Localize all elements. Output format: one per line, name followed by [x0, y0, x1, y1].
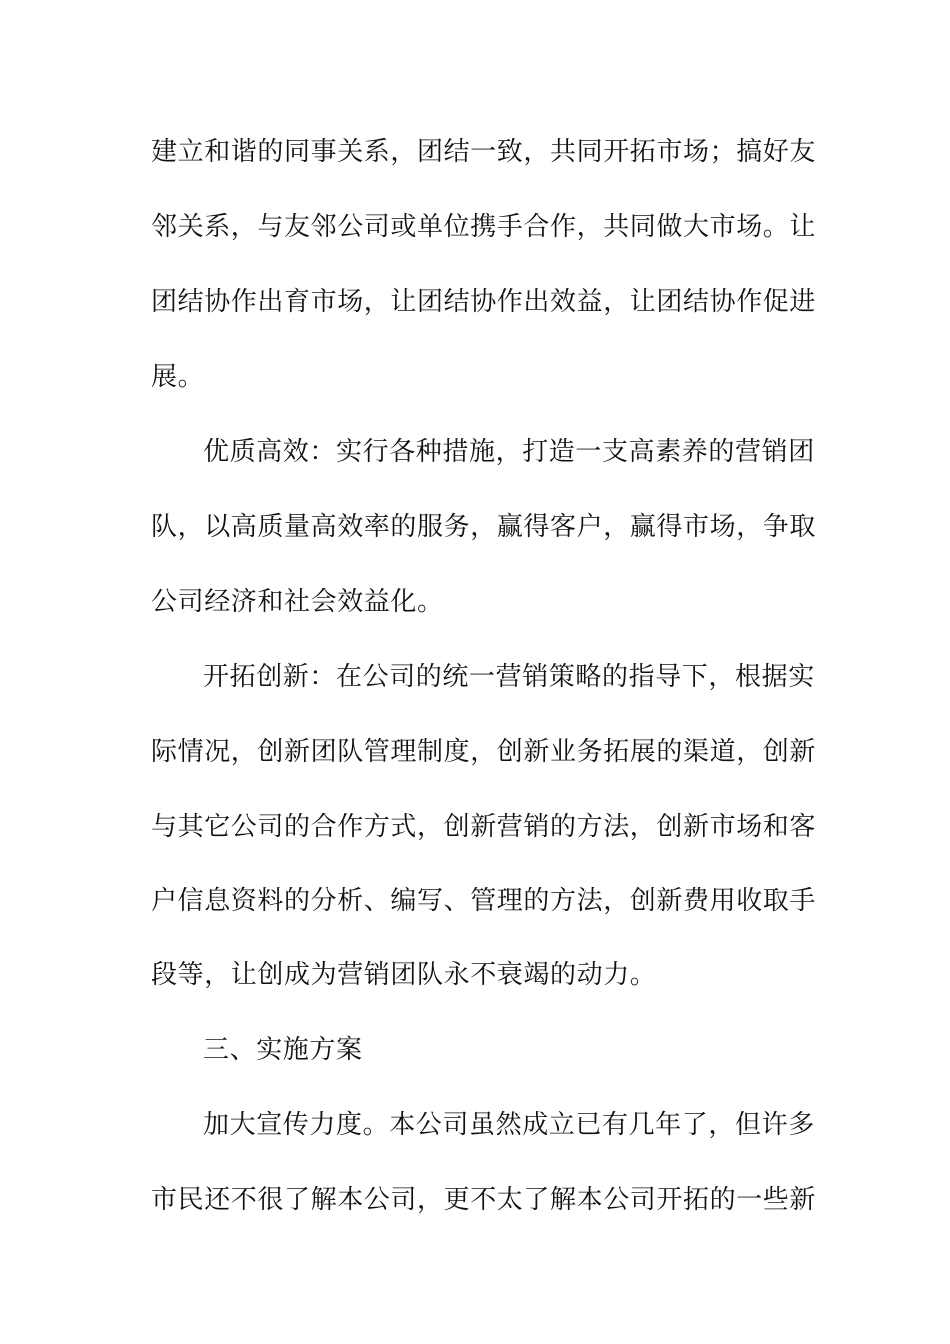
- text-line: 户信息资料的分析、编写、管理的方法，创新费用收取手: [151, 886, 817, 916]
- paragraph-first-line: 开拓创新：在公司的统一营销策略的指导下，根据实: [203, 662, 815, 692]
- text-line: 段等，让创成为营销团队永不衰竭的动力。: [151, 960, 657, 990]
- text-line: 展。: [151, 362, 205, 392]
- section-heading: 三、实施方案: [203, 1035, 363, 1065]
- paragraph-first-line: 优质高效：实行各种措施，打造一支高素养的营销团: [203, 437, 815, 467]
- paragraph-first-line: 加大宣传力度。本公司虽然成立已有几年了，但许多: [203, 1110, 815, 1140]
- text-line: 邻关系，与友邻公司或单位携手合作，共同做大市场。让: [151, 212, 817, 242]
- text-line: 队，以高质量高效率的服务，赢得客户，赢得市场，争取: [151, 512, 817, 542]
- text-line: 市民还不很了解本公司，更不太了解本公司开拓的一些新: [151, 1185, 817, 1215]
- text-line: 团结协作出育市场，让团结协作出效益，让团结协作促进: [151, 287, 817, 317]
- text-line: 际情况，创新团队管理制度，创新业务拓展的渠道，创新: [151, 737, 817, 767]
- text-line: 与其它公司的合作方式，创新营销的方法，创新市场和客: [151, 812, 817, 842]
- text-line: 建立和谐的同事关系，团结一致，共同开拓市场；搞好友: [151, 137, 817, 167]
- text-line: 公司经济和社会效益化。: [151, 587, 444, 617]
